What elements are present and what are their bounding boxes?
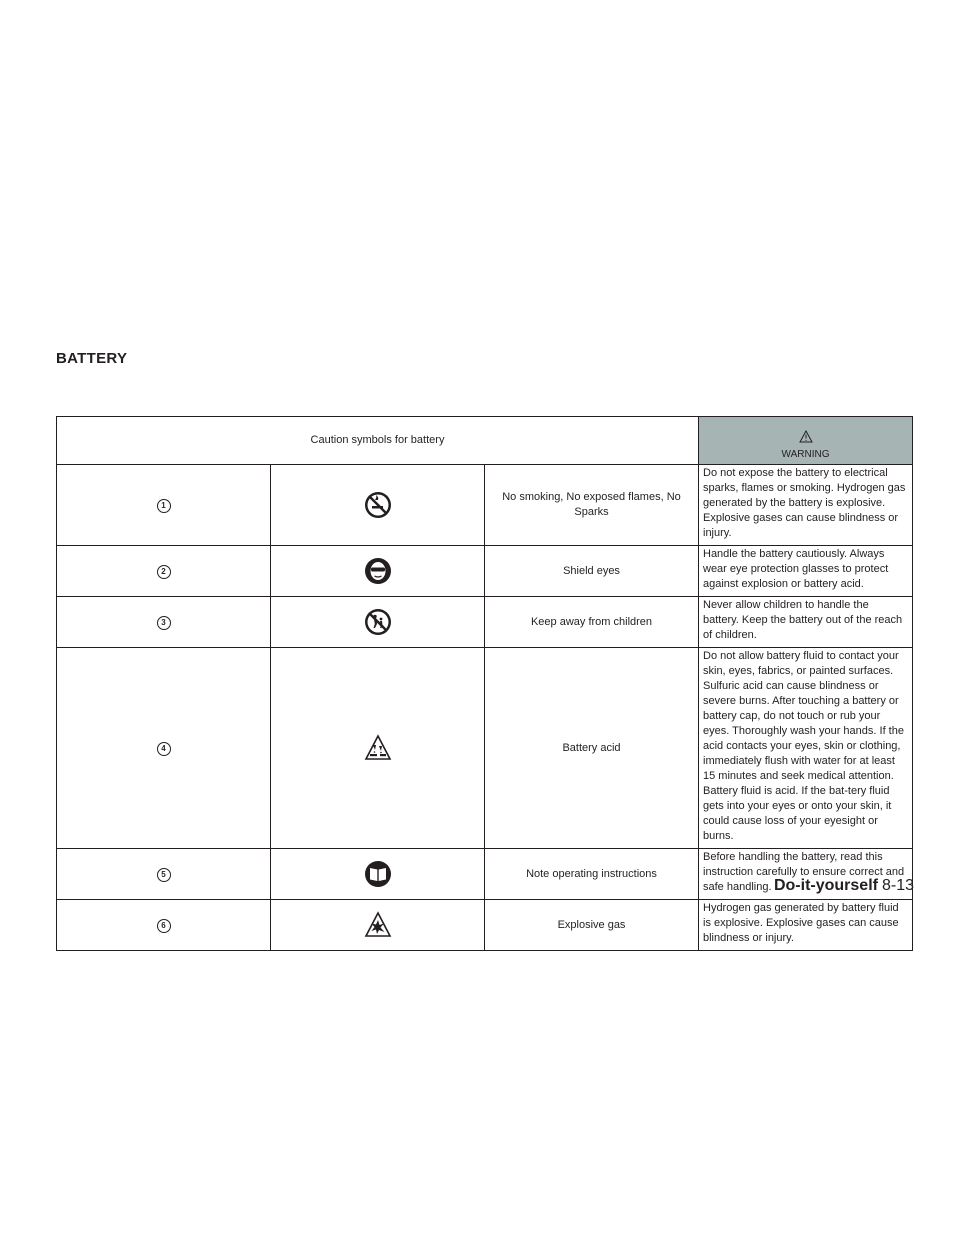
table-header-caution-symbols: Caution symbols for battery: [57, 417, 699, 465]
table-row: [57, 900, 913, 951]
row-number-badge: 4: [157, 742, 171, 756]
row-number-badge: 5: [157, 868, 171, 882]
symbol-description: Do not expose the battery to electrical sparks, flames or smoking. Hydrogen gas generated by the battery is explosive. Explosive gases can cause blindness or injury.: [699, 465, 913, 546]
section-title: BATTERY: [56, 350, 128, 367]
symbol-label: Note operating instructions: [485, 849, 699, 900]
row-number-badge: 2: [157, 565, 171, 579]
row-number-badge: 1: [157, 499, 171, 513]
battery-caution-table: [56, 416, 913, 951]
table-row: [57, 546, 913, 597]
row-number-badge: 3: [157, 616, 171, 630]
symbol-description: Handle the battery cautiously. Always wear eye protection glasses to protect against explosion or battery acid.: [699, 546, 913, 597]
warning-triangle-icon: [799, 430, 813, 443]
symbol-label: No smoking, No exposed flames, No Sparks: [485, 465, 699, 546]
symbol-description: Hydrogen gas generated by battery fluid is explosive. Explosive gases can cause blindness or injury.: [699, 900, 913, 951]
table-row: [57, 597, 913, 648]
battery-acid-icon: [364, 734, 392, 762]
table-header-warning: [699, 417, 913, 465]
symbol-description: Never allow children to handle the battery. Keep the battery out of the reach of children.: [699, 597, 913, 648]
row-number-badge: 6: [157, 919, 171, 933]
warning-label: WARNING: [781, 449, 830, 460]
shield-eyes-icon: [364, 557, 392, 585]
symbol-label: Battery acid: [485, 648, 699, 849]
symbol-description: Do not allow battery fluid to contact your skin, eyes, fabrics, or painted surfaces. Sulfuric acid can cause blindness or severe burns. After touching a battery or battery cap, do not touch or rub your eyes. Thoroughly wash your hands. If the acid contacts your eyes, skin or clothing, immediately flush with water for at least 15 minutes and seek medical attention. Battery fluid is acid. If the bat-tery fluid gets into your eyes or onto your skin, it could cause loss of your eyesight or burns.: [699, 648, 913, 849]
footer-section-name: Do-it-yourself: [773, 877, 878, 894]
table-row: [57, 648, 913, 849]
table-row: [57, 465, 913, 546]
footer-page-number: 8-13: [881, 877, 914, 894]
explosive-gas-icon: [364, 911, 392, 939]
operating-instructions-icon: [364, 860, 392, 888]
keep-away-children-icon: [364, 608, 392, 636]
symbol-description: Before handling the battery, read this instruction carefully to ensure correct and safe handling.: [699, 849, 913, 900]
symbol-label: Keep away from children: [485, 597, 699, 648]
symbol-label: Shield eyes: [485, 546, 699, 597]
symbol-label: Explosive gas: [485, 900, 699, 951]
page-footer: [774, 877, 914, 895]
no-smoking-flame-icon: [364, 491, 392, 519]
